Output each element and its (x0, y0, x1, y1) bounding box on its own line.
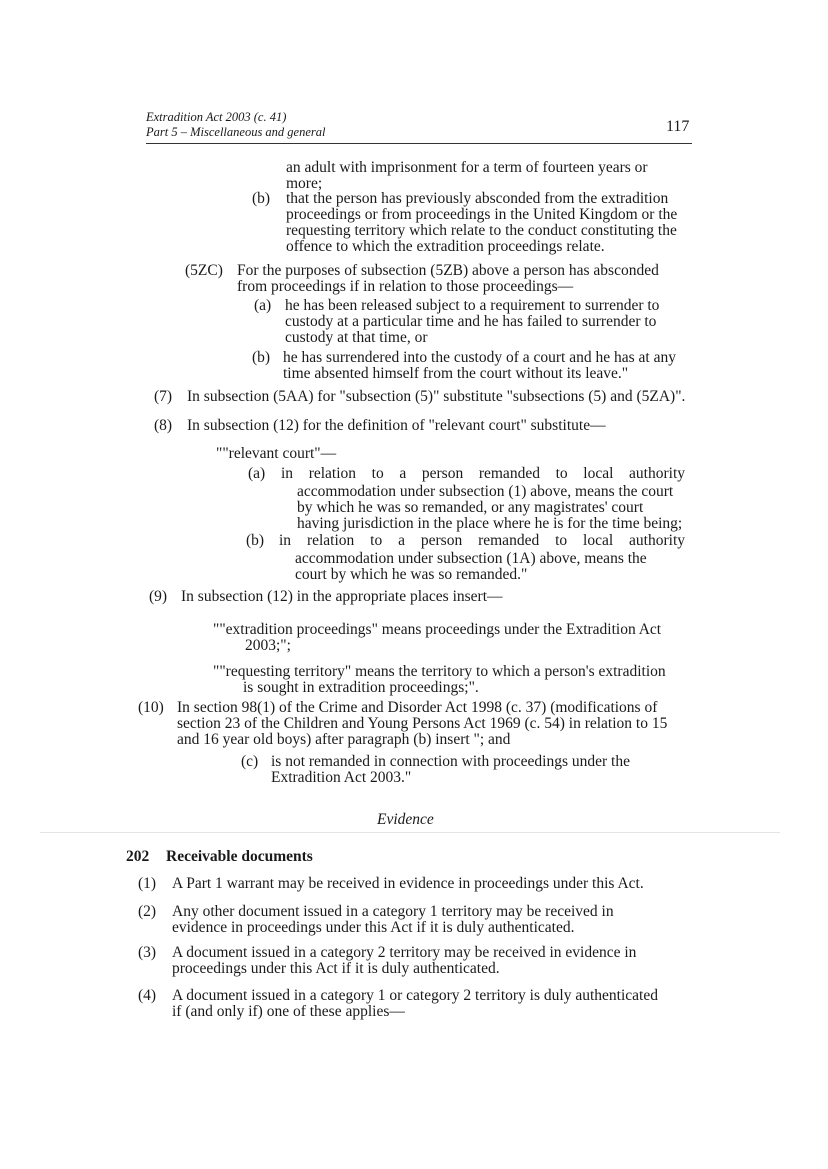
running-header-part: Part 5 – Miscellaneous and general (146, 125, 326, 139)
receivable-subsection-2: Any other document issued in a category 1 territory may be received in evidence in proceedings under this Act if it is duly authenticated. (172, 903, 614, 936)
paragraph-a-remanded: in relation to a person remanded to local authority (281, 465, 685, 482)
subsection-number: (8) (154, 417, 173, 434)
subsection-number: (9) (149, 588, 168, 605)
paragraph-b-surrendered: he has surrendered into the custody of a court and he has at any time absented himself from the court without its leave." (283, 349, 676, 382)
subsection-number: (10) (138, 699, 164, 716)
subsection-number: (4) (138, 987, 157, 1004)
para-number: (a) (248, 465, 266, 482)
quoted-definition-relevant-court: ""relevant court"— (216, 445, 337, 462)
receivable-subsection-4: A document issued in a category 1 or category 2 territory is duly authenticated if (and only if) one of these applies— (172, 987, 658, 1020)
definition-requesting-territory: ""requesting territory" means the territory to which a person's extradition is sought in extradition proceedings;". (213, 663, 666, 696)
para-number: (c) (241, 753, 259, 770)
receivable-subsection-1: A Part 1 warrant may be received in evidence in proceedings under this Act. (172, 875, 644, 892)
para-number: (b) (246, 532, 265, 549)
subsection-number: (1) (138, 875, 157, 892)
subsection-number: (2) (138, 903, 157, 920)
subsection-number: (7) (154, 388, 173, 405)
subsection-number: (5ZC) (185, 262, 223, 279)
definition-extradition-proceedings: ""extradition proceedings" means proceedings under the Extradition Act 2003;"; (213, 621, 662, 654)
section-title: Receivable documents (166, 848, 313, 865)
subsection-5zc: For the purposes of subsection (5ZB) above a person has absconded from proceedings if in relation to those proceedings— (237, 262, 659, 295)
scan-line (40, 832, 780, 833)
receivable-subsection-3: A document issued in a category 2 territory may be received in evidence in proceedings under this Act if it is duly authenticated. (172, 944, 637, 977)
subsection-7: In subsection (5AA) for "subsection (5)" substitute "subsections (5) and (5ZA)". (187, 388, 686, 405)
crossheading-evidence: Evidence (377, 811, 434, 828)
header-divider (146, 143, 692, 144)
paragraph-b-absconded: that the person has previously absconded from the extradition proceedings or from proceedings in the United Kingdom or the requesting territory which relate to the conduct constituting the offence to which the extradition proceedings relate. (286, 190, 678, 255)
paragraph-a-remanded-cont: accommodation under subsection (1) above, means the court by which he was so remanded, or any magistrates' court having jurisdiction in the place where he is for the time being; (297, 483, 683, 532)
section-number: 202 (126, 848, 150, 865)
paragraph-b-remanded: in relation to a person remanded to local authority (279, 532, 685, 549)
subsection-9: In subsection (12) in the appropriate places insert— (181, 588, 503, 605)
continued-paragraph: an adult with imprisonment for a term of fourteen years or more; (286, 159, 648, 192)
paragraph-a-released: he has been released subject to a requirement to surrender to custody at a particular time and he has failed to surrender to custody at that time, or (285, 297, 660, 346)
running-header-act: Extradition Act 2003 (c. 41) (146, 110, 287, 124)
paragraph-b-remanded-cont: accommodation under subsection (1A) above, means the court by which he was so remanded." (295, 550, 647, 583)
subsection-10: In section 98(1) of the Crime and Disorder Act 1998 (c. 37) (modifications of section 23 of the Children and Young Persons Act 1969 (c. 54) in relation to 15 and 16 year old boys) after paragraph (b) insert "; and (177, 699, 668, 748)
para-number: (b) (252, 190, 271, 207)
subsection-number: (3) (138, 944, 157, 961)
page-number: 117 (666, 118, 690, 135)
paragraph-c-not-remanded: is not remanded in connection with proceedings under the Extradition Act 2003." (271, 753, 630, 786)
para-number: (a) (254, 297, 272, 314)
para-number: (b) (252, 349, 271, 366)
subsection-8: In subsection (12) for the definition of "relevant court" substitute— (187, 417, 606, 434)
